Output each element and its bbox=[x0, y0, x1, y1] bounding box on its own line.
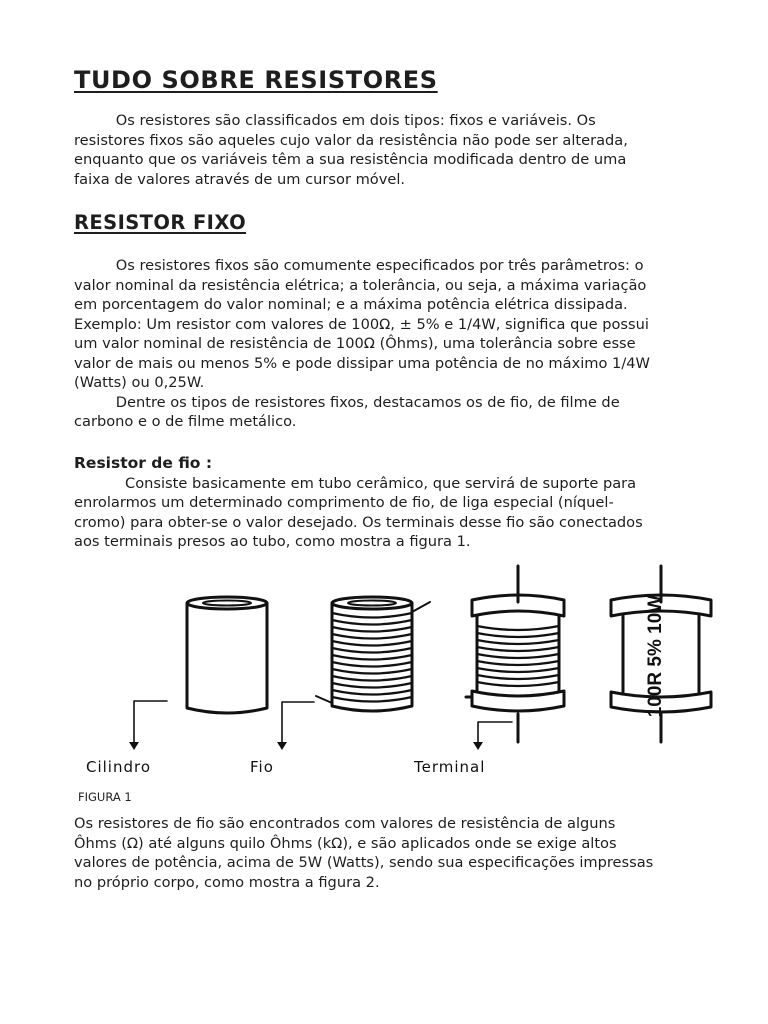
section-title: RESISTOR FIXO bbox=[74, 211, 247, 234]
intro-line: enquanto que os variáveis têm a sua resistência modificada dentro de uma bbox=[74, 151, 627, 168]
terminal-resistor-illustration bbox=[466, 566, 564, 742]
after-line: no próprio corpo, como mostra a figura 2. bbox=[74, 874, 380, 891]
fixo-line: Dentre os tipos de resistores fixos, destacamos os de fio, de filme de bbox=[74, 394, 620, 411]
intro-line: faixa de valores através de um cursor móvel. bbox=[74, 171, 406, 188]
fixo-line: Os resistores fixos são comumente especificados por três parâmetros: o bbox=[74, 257, 644, 274]
document-title: TUDO SOBRE RESISTORES bbox=[74, 66, 438, 94]
label-terminal: Terminal bbox=[414, 758, 486, 776]
resistor-marking: 100R 5% 10W bbox=[645, 594, 666, 718]
fio-line: cromo) para obter-se o valor desejado. Os terminais desse fio são conectados bbox=[74, 514, 643, 531]
ceramic-cylinder-illustration bbox=[187, 597, 267, 713]
fixo-line: valor de mais ou menos 5% e pode dissipar uma potência de no máximo 1/4W bbox=[74, 355, 650, 372]
figure-1 bbox=[74, 556, 734, 778]
label-fio: Fio bbox=[250, 758, 274, 776]
wire-coil-illustration bbox=[316, 597, 430, 711]
fixo-line: um valor nominal de resistência de 100Ω (Ôhms), uma tolerância sobre esse bbox=[74, 335, 636, 352]
label-cilindro: Cilindro bbox=[86, 758, 152, 776]
figure-caption: FIGURA 1 bbox=[78, 790, 132, 804]
fixo-line: valor nominal da resistência elétrica; a tolerância, ou seja, a máxima variação bbox=[74, 277, 647, 294]
fixo-line: (Watts) ou 0,25W. bbox=[74, 374, 205, 391]
fio-line: Consiste basicamente em tubo cerâmico, que servirá de suporte para bbox=[74, 475, 637, 492]
after-line: valores de potência, acima de 5W (Watts), sendo sua especificações impressas bbox=[74, 854, 654, 871]
fixo-line: carbono e o de filme metálico. bbox=[74, 413, 297, 430]
fixo-line: Exemplo: Um resistor com valores de 100Ω, ± 5% e 1/4W, significa que possui bbox=[74, 316, 649, 333]
fio-line: enrolarmos um determinado comprimento de fio, de liga especial (níquel- bbox=[74, 494, 614, 511]
after-line: Ôhms (Ω) até alguns quilo Ôhms (kΩ), e são aplicados onde se exige altos bbox=[74, 835, 617, 852]
after-line: Os resistores de fio são encontrados com valores de resistência de alguns bbox=[74, 815, 616, 832]
fixo-line: em porcentagem do valor nominal; e a máxima potência elétrica dissipada. bbox=[74, 296, 628, 313]
intro-line: Os resistores são classificados em dois tipos: fixos e variáveis. Os bbox=[74, 112, 596, 129]
intro-line: resistores fixos são aqueles cujo valor da resistência não pode ser alterada, bbox=[74, 132, 628, 149]
fio-line: aos terminais presos ao tubo, como mostra a figura 1. bbox=[74, 533, 471, 550]
subsection-title: Resistor de fio : bbox=[74, 454, 213, 472]
